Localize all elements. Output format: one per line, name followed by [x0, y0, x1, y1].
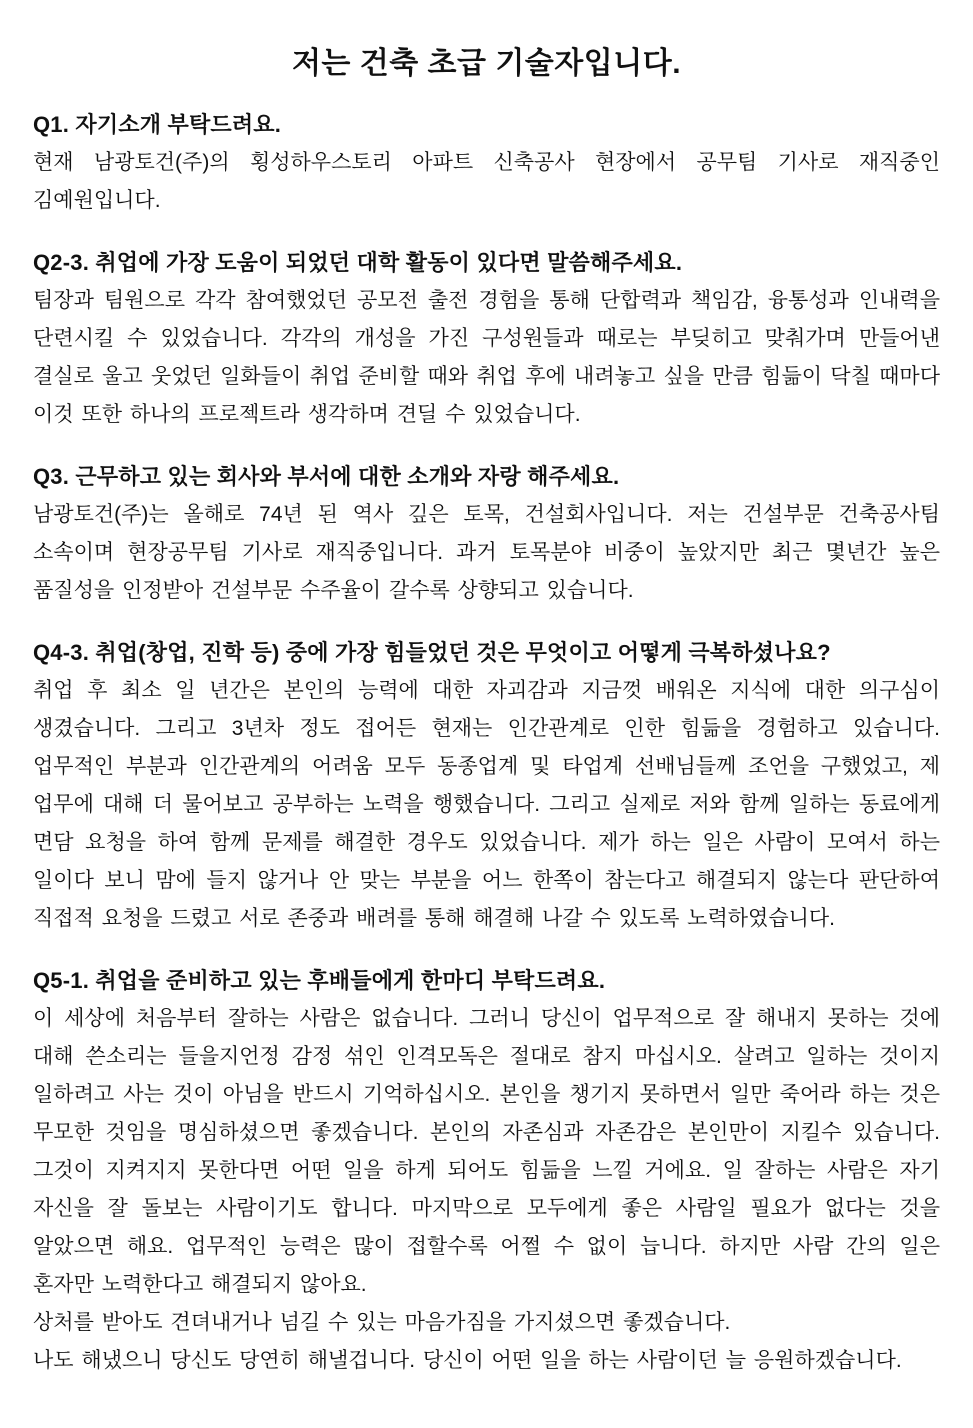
question-heading-q5-1: Q5-1. 취업을 준비하고 있는 후배들에게 한마디 부탁드려요.: [33, 968, 606, 993]
qa-section-q5-1: [33, 962, 940, 1380]
answer-closing-line-1: 상처를 받아도 견뎌내거나 넘길 수 있는 마음가짐을 가지셨으면 좋겠습니다.: [33, 1311, 731, 1334]
answer-paragraph: 이 세상에 처음부터 잘하는 사람은 없습니다. 그러니 당신이 업무적으로 잘 해내지 못하는 것에 대해 쓴소리는 들을지언정 감정 섞인 인격모독은 절대로 참지 마십시오. 살려고 일하는 것이지 일하려고 사는 것이 아님을 반드시 기억하십시오. 본인을 챙기지 못하면서 일만 죽어라 하는 것은 무모한 것임을 명심하셨으면 좋겠습니다. 본인의 자존심과 자존감은 본인만이 지킬수 있습니다. 그것이 지켜지지 못한다면 어떤 일을 하게 되어도 힘듦을 느낄 거에요. 일 잘하는 사람은 자기 자신을 잘 돌보는 사람이기도 합니다. 마지막으로 모두에게 좋은 사람일 필요가 없다는 것을 알았으면 해요. 업무적인 능력은 많이 접할수록 어쩔 수 없이 늡니다. 하지만 사람 간의 일은 혼자만 노력한다고 해결되지 않아요.: [33, 1007, 940, 1296]
qa-section-q3: [33, 458, 940, 610]
question-heading-q3: Q3. 근무하고 있는 회사와 부서에 대한 소개와 자랑 해주세요.: [33, 464, 620, 489]
answer-paragraph: 팀장과 팀원으로 각각 참여했었던 공모전 출전 경험을 통해 단합력과 책임감, 융통성과 인내력을 단련시킬 수 있었습니다. 각각의 개성을 가진 구성원들과 때로는 부딪히고 맞춰가며 만들어낸 결실로 울고 웃었던 일화들이 취업 준비할 때와 취업 후에 내려놓고 싶을 만큼 힘듦이 닥칠 때마다 이것 또한 하나의 프로젝트라 생각하며 견딜 수 있었습니다.: [33, 289, 940, 426]
answer-closing-line-2: 나도 해냈으니 당신도 당연히 해낼겁니다. 당신이 어떤 일을 하는 사람이던 늘 응원하겠습니다.: [33, 1349, 902, 1372]
qa-section-q4-3: [33, 634, 940, 938]
question-heading-q4-3: Q4-3. 취업(창업, 진학 등) 중에 가장 힘들었던 것은 무엇이고 어떻게 극복하셨나요?: [33, 640, 831, 665]
answer-paragraph: 취업 후 최소 일 년간은 본인의 능력에 대한 자괴감과 지금껏 배워온 지식에 대한 의구심이 생겼습니다. 그리고 3년차 정도 접어든 현재는 인간관계로 인한 힘듦을 경험하고 있습니다. 업무적인 부분과 인간관계의 어려움 모두 동종업계 및 타업계 선배님들께 조언을 구했었고, 제 업무에 대해 더 물어보고 공부하는 노력을 행했습니다. 그리고 실제로 저와 함께 일하는 동료에게 면담 요청을 하여 함께 문제를 해결한 경우도 있었습니다. 제가 하는 일은 사람이 모여서 하는 일이다 보니 맘에 들지 않거나 안 맞는 부분을 어느 한쪽이 참는다고 해결되지 않는다 판단하여 직접적 요청을 드렸고 서로 존중과 배려를 통해 해결해 나갈 수 있도록 노력하였습니다.: [33, 679, 940, 930]
answer-paragraph: 현재 남광토건(주)의 횡성하우스토리 아파트 신축공사 현장에서 공무팀 기사로 재직중인 김예원입니다.: [33, 151, 940, 212]
answer-paragraph: 남광토건(주)는 올해로 74년 된 역사 깊은 토목, 건설회사입니다. 저는 건설부문 건축공사팀 소속이며 현장공무팀 기사로 재직중입니다. 과거 토목분야 비중이 높았지만 최근 몇년간 높은 품질성을 인정받아 건설부문 수주율이 갈수록 상향되고 있습니다.: [33, 503, 940, 602]
question-heading-q2-3: Q2-3. 취업에 가장 도움이 되었던 대학 활동이 있다면 말씀해주세요.: [33, 250, 683, 275]
question-heading-q1: Q1. 자기소개 부탁드려요.: [33, 112, 282, 137]
qa-section-q2-3: [33, 244, 940, 434]
page-title: 저는 건축 초급 기술자입니다.: [291, 47, 682, 80]
qa-section-q1: [33, 106, 940, 220]
